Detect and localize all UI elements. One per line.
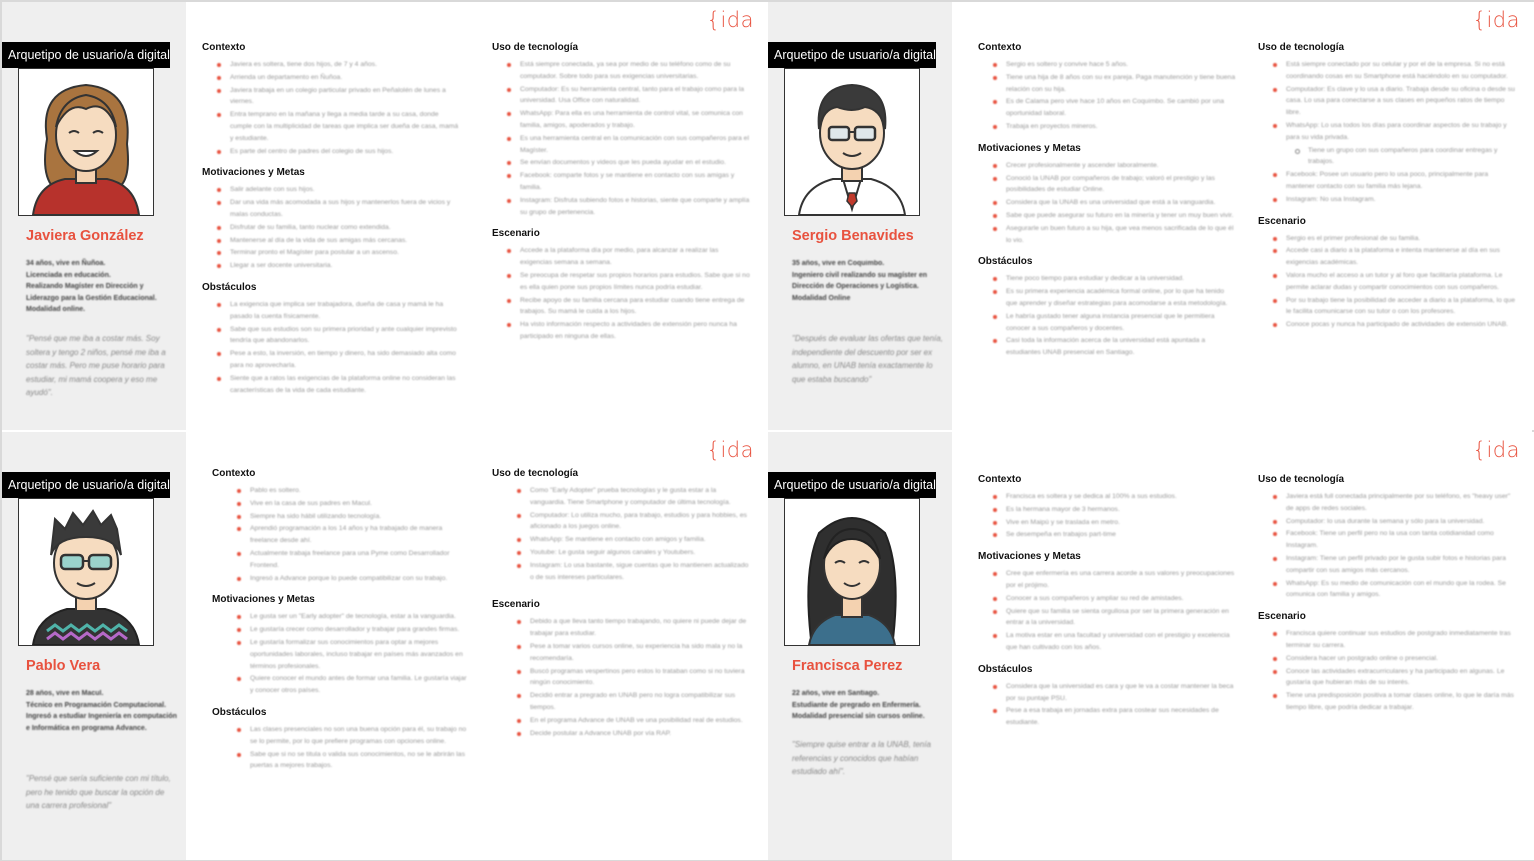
persona-name: Javiera González xyxy=(26,228,144,244)
list-item: Crecer profesionalmente y ascender laboralmente. xyxy=(1006,160,1236,172)
list-item: Terminar pronto el Magíster para postular a un ascenso. xyxy=(230,247,460,259)
list-item: Es su primera experiencia académica formal online, por lo que ha tenido que aprender y diseñar estrategias para acomodarse a esta metodología. xyxy=(1006,286,1236,310)
list-item: Javiera está full conectada principalmente por su teléfono, es "heavy user" de apps de redes sociales. xyxy=(1286,491,1516,515)
list-item: Javiera es soltera, tiene dos hijos, de 7 y 4 años. xyxy=(230,59,460,71)
section-title-contexto: Contexto xyxy=(978,474,1022,485)
section-title-obstaculos: Obstáculos xyxy=(202,281,257,293)
list-contexto xyxy=(978,59,1236,133)
persona-card-javiera xyxy=(2,2,768,430)
list-obstaculos xyxy=(212,724,470,772)
list-tecnologia xyxy=(1258,59,1516,206)
list-item: Accede a la plataforma día por medio, para alcanzar a realizar las exigencias semana a semana. xyxy=(520,245,750,269)
ida-logo: {ida xyxy=(1472,438,1520,462)
column-left xyxy=(212,468,470,782)
list-item: Javiera trabaja en un colegio particular privado en Peñalolén de lunes a viernes. xyxy=(230,85,460,109)
persona-quote: "Después de evaluar las ofertas que tenía, independiente del descuento por ser ex alumno, en UNAB tenía exactamente lo que estaba buscando" xyxy=(792,334,943,384)
list-item: Se desempeña en trabajos part-time xyxy=(1006,529,1236,541)
list-item: Ingresó a Advance porque lo puede compatibilizar con su trabajo. xyxy=(250,573,470,585)
list-item: WhatsApp: Se mantiene en contacto con amigos y familia. xyxy=(530,534,750,546)
section-title-contexto: Contexto xyxy=(212,468,256,479)
list-item: Youtube: Le gusta seguir algunos canales y Youtubers. xyxy=(530,547,750,559)
list-item: Salir adelante con sus hijos. xyxy=(230,184,460,196)
list-item: Es parte del centro de padres del colegio de sus hijos. xyxy=(230,146,460,158)
list-item: Recibe apoyo de su familia cercana para estudiar cuando tiene entrega de trabajos. Su mamá le cuida a los hijos. xyxy=(520,295,750,319)
persona-card-pablo xyxy=(2,432,768,860)
persona-name: Pablo Vera xyxy=(26,658,101,674)
section-title-motivaciones: Motivaciones y Metas xyxy=(212,594,315,606)
list-item: Facebook: Posee un usuario pero lo usa poco, principalmente para mantener contacto con su familia más lejana. xyxy=(1286,169,1516,193)
list-obstaculos xyxy=(202,299,460,396)
persona-name: Francisca Perez xyxy=(792,658,903,674)
list-item: Decidió entrar a pregrado en UNAB pero no logra compatibilizar sus tiempos. xyxy=(530,690,750,714)
column-right xyxy=(492,42,750,353)
list-item: Instagram: Lo usa bastante, sigue cuentas que lo mantienen actualizado o de sus intereses particulares. xyxy=(530,560,750,584)
column-right xyxy=(1258,474,1516,724)
list-item: Computador: Es su herramienta central, tanto para el trabajo como para la universidad. Usa Office con naturalidad. xyxy=(520,84,750,108)
list-item: Conoce las actividades extracurriculares y ha participado en algunas. Le gustaría que hubieran más de su interés. xyxy=(1286,666,1516,690)
list-tecnologia xyxy=(492,59,750,218)
section-title-obstaculos: Obstáculos xyxy=(978,663,1033,675)
list-item: Le gusta ser un "Early adopter" de tecnología, estar a la vanguardia. xyxy=(250,611,470,623)
list-item: Dar una vida más acomodada a sus hijos y mantenerlos fuera de vicios y malas conductas. xyxy=(230,197,460,221)
list-item: Pese a esa trabaja en jornadas extra para costear sus necesidades de estudiante. xyxy=(1006,705,1236,729)
list-item: Asegurarle un buen futuro a su hija, que vea menos sacrificada de lo que él lo vio. xyxy=(1006,223,1236,247)
archetype-label: Arquetipo de usuario/a digital xyxy=(768,42,936,68)
list-item: Computador: lo usa durante la semana y sólo para la universidad. xyxy=(1286,516,1516,528)
section-title-obstaculos: Obstáculos xyxy=(978,256,1033,268)
list-item: Está siempre conectada, ya sea por medio de su teléfono como de su computador. Sobre todo para sus exigencias universitarias. xyxy=(520,59,750,83)
column-left xyxy=(202,42,460,406)
list-item: Siente que a ratos las exigencias de la plataforma online no consideran las características de la vida de cada estudiante. xyxy=(230,373,460,397)
list-item: Está siempre conectado por su celular y por el de la empresa. Si no está coordinando cosas en su Smartphone está haciéndolo en su computador. xyxy=(1286,59,1516,83)
list-item: Considera que la UNAB es una universidad que está a la vanguardia. xyxy=(1006,197,1236,209)
list-item: Se preocupa de respetar sus propios horarios para estudios. Sabe que si no es ella quien pone sus propios límites nunca podría estudiar. xyxy=(520,270,750,294)
list-item: Vive en la casa de sus padres en Macul. xyxy=(250,498,470,510)
archetype-label: Arquetipo de usuario/a digital xyxy=(2,42,170,68)
persona-name: Sergio Benavides xyxy=(792,228,914,244)
section-title-tecnologia: Uso de tecnología xyxy=(492,468,579,479)
list-item: Valora mucho el acceso a un tutor y al foro que facilitaría plataforma. Le permite aclarar dudas y compartir conocimientos con sus compañeros. xyxy=(1286,270,1516,294)
section-title-tecnologia: Uso de tecnología xyxy=(1258,42,1345,53)
list-item: Mantenerse al día de la vida de sus amigas más cercanas. xyxy=(230,235,460,247)
column-left xyxy=(978,42,1236,369)
list-item: Actualmente trabaja freelance para una Pyme como Desarrollador Frontend. xyxy=(250,548,470,572)
list-item: Accede casi a diario a la plataforma e intenta mantenerse al día en sus exigencias académicas. xyxy=(1286,245,1516,269)
list-item: Tiene una hija de 8 años con su ex pareja. Paga manutención y tiene buena relación con su hija. xyxy=(1006,72,1236,96)
persona-card-francisca xyxy=(768,432,1534,860)
section-title-tecnologia: Uso de tecnología xyxy=(492,42,579,53)
list-item: Le gustaría crecer como desarrollador y trabajar para grandes firmas. xyxy=(250,624,470,636)
avatar-francisca xyxy=(784,498,920,646)
column-right xyxy=(1258,42,1516,341)
list-item: Vive en Maipú y se traslada en metro. xyxy=(1006,517,1236,529)
list-item: Francisca es soltera y se dedica al 100% a sus estudios. xyxy=(1006,491,1236,503)
list-item: Conocer a sus compañeros y ampliar su red de amistades. xyxy=(1006,593,1236,605)
list-contexto xyxy=(202,59,460,157)
list-item: WhatsApp: Lo usa todos los días para coordinar aspectos de su trabajo y para su vida privada. xyxy=(1286,120,1516,144)
section-title-escenario: Escenario xyxy=(1258,611,1306,623)
list-item: Disfrutar de su familia, tanto nuclear como extendida. xyxy=(230,222,460,234)
list-item: Las clases presenciales no son una buena opción para él, su trabajo no se lo permite, por lo que prefiere programas con opciones online. xyxy=(250,724,470,748)
list-item: Francisca quiere continuar sus estudios de postgrado inmediatamente tras terminar su carrera. xyxy=(1286,628,1516,652)
list-item: Es la hermana mayor de 3 hermanos. xyxy=(1006,504,1236,516)
list-item: Es una herramienta central en la comunicación con sus compañeros para el Magíster. xyxy=(520,133,750,157)
list-item: Instagram: Disfruta subiendo fotos e historias, siente que comparte y amplía su grupo de pertenencia. xyxy=(520,195,750,219)
list-item: Le gustaría formalizar sus conocimientos para optar a mejores oportunidades laborales, incluso trabajar en países más avanzados en términos profesionales. xyxy=(250,637,470,672)
persona-info: 34 años, vive en Ñuñoa. Licenciada en educación. Realizando Magíster en Dirección y Liderazgo para la Gestión Educacional. Modalidad online. xyxy=(26,260,157,313)
list-item: Por su trabajo tiene la posibilidad de acceder a diario a la plataforma, lo que le facilita comunicarse con su tutor o con los profesores. xyxy=(1286,295,1516,319)
list-item: Arrienda un departamento en Ñuñoa. xyxy=(230,72,460,84)
list-item: Sergio es el primer profesional de su familia. xyxy=(1286,233,1516,245)
section-title-contexto: Contexto xyxy=(978,42,1022,53)
list-tecnologia xyxy=(492,485,750,583)
list-item: Pese a tomar varios cursos online, su experiencia ha sido mala y no la recomendaría. xyxy=(530,641,750,665)
list-motivaciones xyxy=(978,568,1236,654)
section-title-escenario: Escenario xyxy=(492,228,540,240)
list-item: Llegar a ser docente universitaria. xyxy=(230,260,460,272)
list-item: Decide postular a Advance UNAB por vía RAP. xyxy=(530,728,750,740)
list-item: En el programa Advance de UNAB ve una posibilidad real de estudios. xyxy=(530,715,750,727)
persona-info: 22 años, vive en Santiago. Estudiante de pregrado en Enfermería. Modalidad presencial sin cursos online. xyxy=(792,690,925,720)
ida-logo: {ida xyxy=(706,8,754,32)
section-title-escenario: Escenario xyxy=(1258,215,1306,227)
section-title-motivaciones: Motivaciones y Metas xyxy=(978,551,1081,563)
list-item: Como "Early Adopter" prueba tecnologías y le gusta estar a la vanguardia. Tiene Smartphone y computador de última tecnología. xyxy=(530,485,750,509)
list-item: Debido a que lleva tanto tiempo trabajando, no quiere ni puede dejar de trabajar para estudiar. xyxy=(530,616,750,640)
list-item: Pese a esto, la inversión, en tiempo y dinero, ha sido demasiado alta como para no aprovecharla. xyxy=(230,348,460,372)
list-item: Buscó programas vespertinos pero estos lo trataban como si no tuviera ningún conocimiento. xyxy=(530,666,750,690)
persona-quote: "Siempre quise entrar a la UNAB, tenía referencias y conocidos que habían estudiado ahí". xyxy=(792,740,931,776)
list-obstaculos xyxy=(978,681,1236,729)
section-title-motivaciones: Motivaciones y Metas xyxy=(202,167,305,179)
list-item: Instagram: Tiene un perfil privado por le gusta subir fotos e historias para compartir con sus amigos más cercanos. xyxy=(1286,553,1516,577)
list-contexto xyxy=(978,491,1236,541)
list-item: Trabaja en proyectos mineros. xyxy=(1006,121,1236,133)
list-item: Facebook: Tiene un perfil pero no la usa con tanta cotidianidad como Instagram. xyxy=(1286,528,1516,552)
list-escenario xyxy=(492,616,750,739)
list-item: Entra temprano en la mañana y llega a media tarde a su casa, donde cumple con la multiplicidad de tareas que implica ser dueña de casa, mamá y estudiante. xyxy=(230,109,460,144)
list-item: Tiene poco tiempo para estudiar y dedicar a la universidad. xyxy=(1006,273,1236,285)
list-item: Computador: Es clave y lo usa a diario. Trabaja desde su oficina o desde su casa. Lo usa para conectarse a sus clases en pequeños ratos de tiempo libre. xyxy=(1286,84,1516,119)
list-item: Considera que la universidad es cara y que le va a costar mantener la beca por su puntaje PSU. xyxy=(1006,681,1236,705)
list-item: Es de Calama pero vive hace 10 años en Coquimbo. Se cambió por una oportunidad laboral. xyxy=(1006,96,1236,120)
list-item: Conoce pocas y nunca ha participado de actividades de extensión UNAB. xyxy=(1286,319,1516,331)
list-item: Facebook: comparte fotos y se mantiene en contacto con sus amigas y familia. xyxy=(520,170,750,194)
list-item: Computador: Lo utiliza mucho, para trabajo, estudios y para hobbies, es aficionado a los juegos online. xyxy=(530,510,750,534)
avatar-javiera xyxy=(18,68,154,216)
list-contexto xyxy=(212,485,470,584)
list-item: Conoció la UNAB por compañeros de trabajo; valoró el prestigio y las posibilidades de estudiar Online. xyxy=(1006,173,1236,197)
list-item: Quiere que su familia se sienta orgullosa por ser la primera generación en entrar a la universidad. xyxy=(1006,606,1236,630)
archetype-label: Arquetipo de usuario/a digital xyxy=(768,472,936,498)
list-item: Pablo es soltero. xyxy=(250,485,470,497)
list-item: Sabe que sus estudios son su primera prioridad y ante cualquier imprevisto tendría que abandonarlos. xyxy=(230,324,460,348)
list-escenario xyxy=(492,245,750,342)
archetype-label: Arquetipo de usuario/a digital xyxy=(2,472,170,498)
list-obstaculos xyxy=(978,273,1236,359)
list-item: Tiene una predisposición positiva a tomar clases online, lo que le daría más tiempo libre, que podría dedicar a trabajar. xyxy=(1286,690,1516,714)
persona-card-sergio xyxy=(768,2,1534,430)
list-tecnologia xyxy=(1258,491,1516,601)
list-escenario xyxy=(1258,233,1516,331)
list-item: Quiere conocer el mundo antes de formar una familia. Le gustaría viajar y conocer otros países. xyxy=(250,673,470,697)
persona-quote: "Pensé que sería suficiente con mi título, pero he tenido que buscar la opción de una carrera profesional" xyxy=(26,774,171,810)
ida-logo: {ida xyxy=(1472,8,1520,32)
list-item: Sabe que si no se titula o valida sus conocimientos, no se le abrirán las puertas a mejores trabajos. xyxy=(250,749,470,773)
list-item: La motiva estar en una facultad y universidad con el prestigio y excelencia que han cultivado con los años. xyxy=(1006,630,1236,654)
avatar-pablo xyxy=(18,498,154,646)
list-item: Ha visto información respecto a actividades de extensión pero nunca ha participado en ninguna de ellas. xyxy=(520,319,750,343)
list-motivaciones xyxy=(212,611,470,697)
section-title-motivaciones: Motivaciones y Metas xyxy=(978,142,1081,154)
persona-info: 35 años, vive en Coquimbo. Ingeniero civil realizando su magíster en Dirección de Operaciones y Logística. Modalidad Online xyxy=(792,260,927,302)
column-left xyxy=(978,474,1236,739)
list-item: La exigencia que implica ser trabajadora, dueña de casa y mamá le ha pasado la cuenta físicamente. xyxy=(230,299,460,323)
section-title-obstaculos: Obstáculos xyxy=(212,706,267,718)
list-item: Instagram: No usa Instagram. xyxy=(1286,194,1516,206)
column-right xyxy=(492,468,750,749)
ida-logo: {ida xyxy=(706,438,754,462)
list-item: Tiene un grupo con sus compañeros para coordinar entregas y trabajos. xyxy=(1308,145,1516,169)
list-item: Se envían documentos y videos que les pueda ayudar en el estudio. xyxy=(520,157,750,169)
list-item: Casi toda la información acerca de la universidad está apuntada a estudiantes UNAB presencial en Santiago. xyxy=(1006,335,1236,359)
list-item: WhatsApp: Es su medio de comunicación con el mundo que la rodea. Se comunica con familia y amigos. xyxy=(1286,578,1516,602)
list-item: WhatsApp: Para ella es una herramienta de control vital, se comunica con familia, amigos, apoderados y trabajo. xyxy=(520,108,750,132)
avatar-sergio xyxy=(784,68,920,216)
persona-quote: "Pensé que me iba a costar más. Soy soltera y tengo 2 niños, pensé me iba a costar más. Pero me puse horario para estudiar, mi mamá coopera y eso me ayudó". xyxy=(26,334,166,397)
list-item: Siempre ha sido hábil utilizando tecnología. xyxy=(250,511,470,523)
section-title-tecnologia: Uso de tecnología xyxy=(1258,474,1345,485)
list-item: Sergio es soltero y convive hace 5 años. xyxy=(1006,59,1236,71)
list-escenario xyxy=(1258,628,1516,714)
list-item: Cree que enfermería es una carrera acorde a sus valores y preocupaciones por el prójimo. xyxy=(1006,568,1236,592)
list-item: Le habría gustado tener alguna instancia presencial que le permitiera conocer a sus compañeros y docentes. xyxy=(1006,311,1236,335)
list-item: Aprendió programación a los 14 años y ha trabajado de manera freelance desde ahí. xyxy=(250,523,470,547)
list-motivaciones xyxy=(978,160,1236,247)
list-motivaciones xyxy=(202,184,460,272)
list-item: Sabe que puede asegurar su futuro en la minería y tener un muy buen vivir. xyxy=(1006,210,1236,222)
list-item: Considera hacer un postgrado online o presencial. xyxy=(1286,653,1516,665)
section-title-escenario: Escenario xyxy=(492,599,540,611)
persona-info: 28 años, vive en Macul. Técnico en Programación Computacional. Ingresó a estudiar Ingeniería en computación e Informática en programa Advance. xyxy=(26,690,177,732)
section-title-contexto: Contexto xyxy=(202,42,246,53)
